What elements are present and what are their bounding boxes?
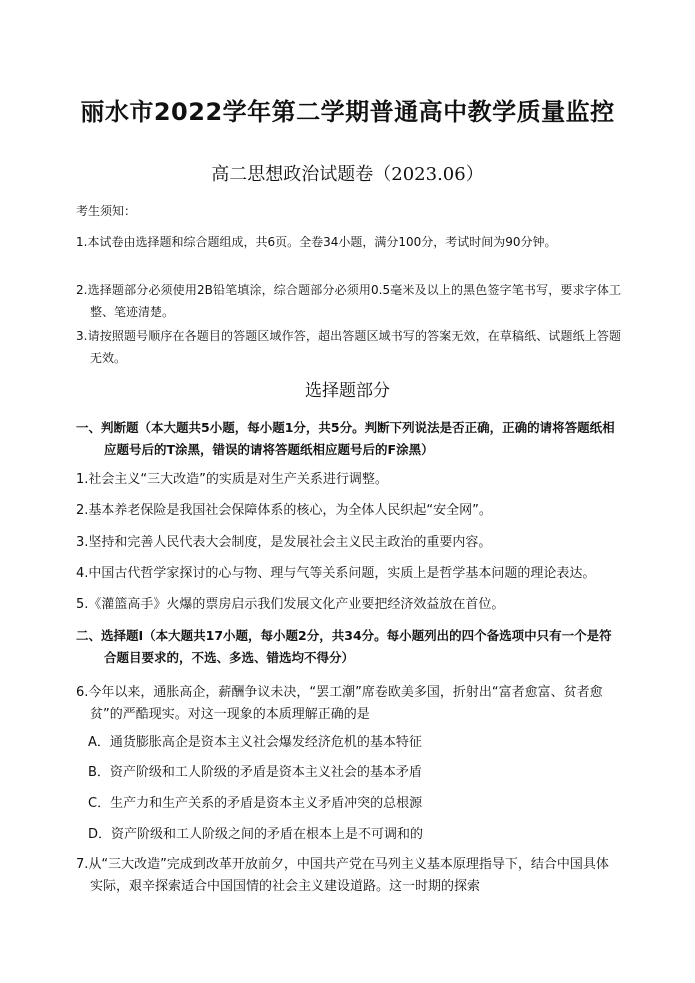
question-item: 2.基本养老保险是我国社会保障体系的核心，为全体人民织起“安全网”。 bbox=[76, 503, 492, 518]
option-a: A．通货膨胀高企是资本主义社会爆发经济危机的基本特征 bbox=[88, 735, 422, 750]
part2-heading: 二、选择题Ⅰ（本大题共17小题，每小题2分，共34分。每小题列出的四个备选项中只有一个是符合题目要求的，不选、多选、错选均不得分） bbox=[76, 628, 612, 665]
option-d: D．资产阶级和工人阶级之间的矛盾在根本上是不可调和的 bbox=[88, 827, 424, 842]
question-item: 1.社会主义“三大改造”的实质是对生产关系进行调整。 bbox=[76, 472, 388, 487]
notice-item: 2.选择题部分必须使用2B铅笔填涂，综合题部分必须用0.5毫米及以上的黑色签字笔书写，要求字体工整、笔迹清楚。 bbox=[76, 283, 621, 319]
option-b: B．资产阶级和工人阶级的矛盾是资本主义社会的基本矛盾 bbox=[88, 765, 422, 780]
notice-item: 1.本试卷由选择题和综合题组成，共6页。全卷34小题，满分100分，考试时间为90分钟。 bbox=[76, 235, 557, 249]
question-stem: 6.今年以来，通胀高企，薪酬争议未决，“罢工潮”席卷欧美多国，折射出“富者愈富、贫者愈贫”的严酷现实。对这一现象的本质理解正确的是 bbox=[76, 685, 603, 722]
page-title: 丽水市2022学年第二学期普通高中教学质量监控 bbox=[80, 98, 615, 126]
question-item: 5.《灌篮高手》火爆的票房启示我们发展文化产业要把经济效益放在首位。 bbox=[76, 597, 505, 612]
question-item: 4.中国古代哲学家探讨的心与物、理与气等关系问题，实质上是哲学基本问题的理论表达。 bbox=[76, 566, 596, 581]
notice-heading: 考生须知： bbox=[76, 204, 137, 218]
part1-heading: 一、判断题（本大题共5小题，每小题1分，共5分。判断下列说法是否正确，正确的请将答题纸相应题号后的T涂黑，错误的请将答题纸相应题号后的F涂黑） bbox=[76, 420, 615, 457]
section-title: 选择题部分 bbox=[305, 381, 390, 401]
question-stem: 7.从“三大改造”完成到改革开放前夕，中国共产党在马列主义基本原理指导下，结合中国具体实际，艰辛探索适合中国国情的社会主义建设道路。这一时期的探索 bbox=[76, 857, 609, 894]
option-c: C．生产力和生产关系的矛盾是资本主义矛盾冲突的总根源 bbox=[88, 796, 423, 811]
notice-item: 3.请按照题号顺序在各题目的答题区域作答，超出答题区域书写的答案无效，在草稿纸、试题纸上答题无效。 bbox=[76, 329, 621, 365]
question-item: 3.坚持和完善人民代表大会制度，是发展社会主义民主政治的重要内容。 bbox=[76, 535, 492, 550]
page-subtitle: 高二思想政治试题卷（2023.06） bbox=[211, 164, 484, 185]
